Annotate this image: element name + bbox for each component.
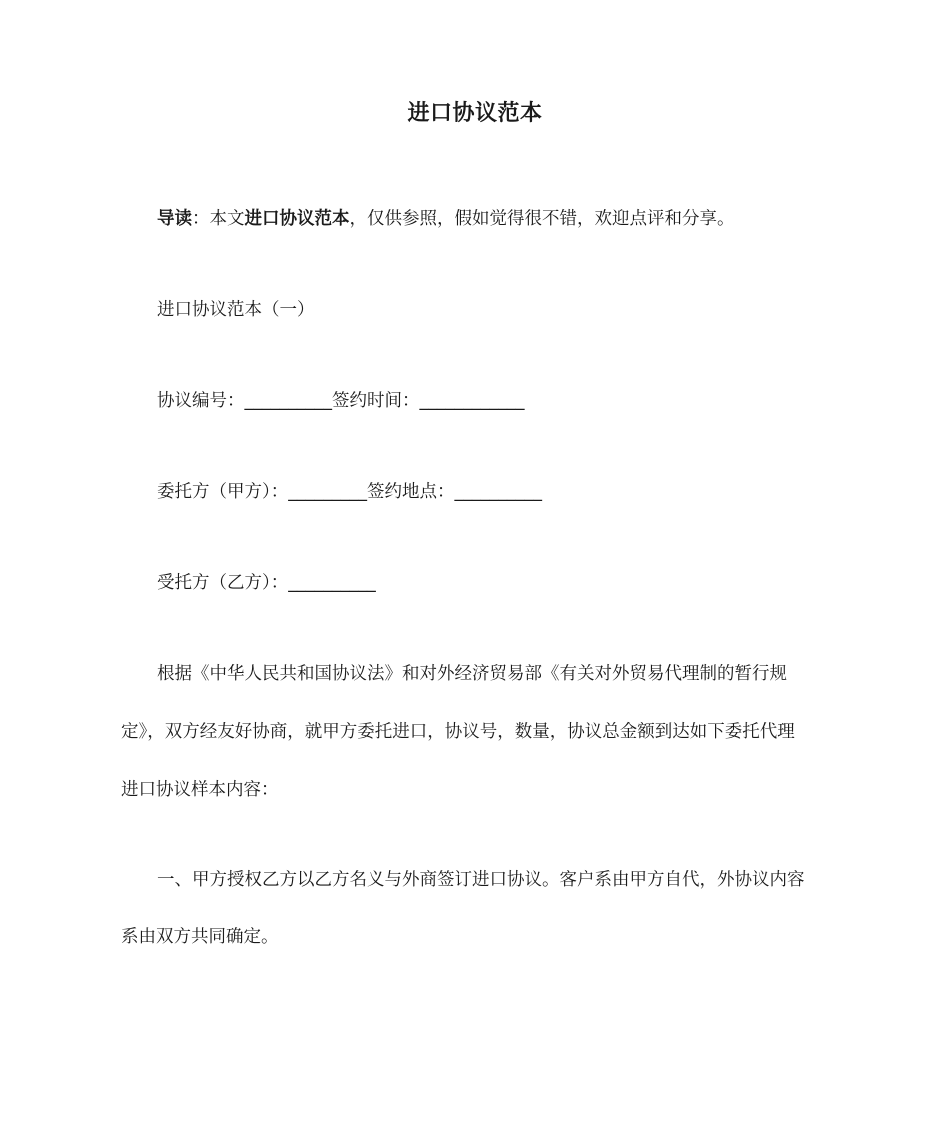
party-b-field: 受托方（乙方）：__________ <box>157 573 376 593</box>
clause-1-line-2: 系由双方共同确定。 <box>121 927 279 947</box>
intro-rest: ，仅供参照，假如觉得很不错，欢迎点评和分享。 <box>349 209 735 229</box>
intro-doc-name: 进口协议范本 <box>244 209 350 229</box>
document-title: 进口协议范本 <box>407 101 543 126</box>
clause-1-line-1: 一、甲方授权乙方以乙方名义与外商签订进口协议。客户系由甲方自代，外协议内容 <box>157 870 805 890</box>
basis-line-2: 定》，双方经友好协商，就甲方委托进口，协议号，数量，协议总金额到达如下委托代理 <box>121 722 795 742</box>
basis-paragraph <box>121 662 837 802</box>
clause-1-paragraph <box>121 868 837 949</box>
intro-paragraph <box>121 207 837 231</box>
intro-separator: ：本文 <box>192 209 245 229</box>
contract-number-field: 协议编号：__________签约时间：____________ <box>157 391 525 411</box>
party-a-field: 委托方（甲方）：_________签约地点：__________ <box>157 482 542 502</box>
basis-line-3: 进口协议样本内容： <box>121 780 279 800</box>
basis-line-1: 根据《中华人民共和国协议法》和对外经济贸易部《有关对外贸易代理制的暂行规 <box>157 664 787 684</box>
section-heading: 进口协议范本（一） <box>157 300 315 320</box>
intro-lead-label: 导读 <box>157 209 192 229</box>
